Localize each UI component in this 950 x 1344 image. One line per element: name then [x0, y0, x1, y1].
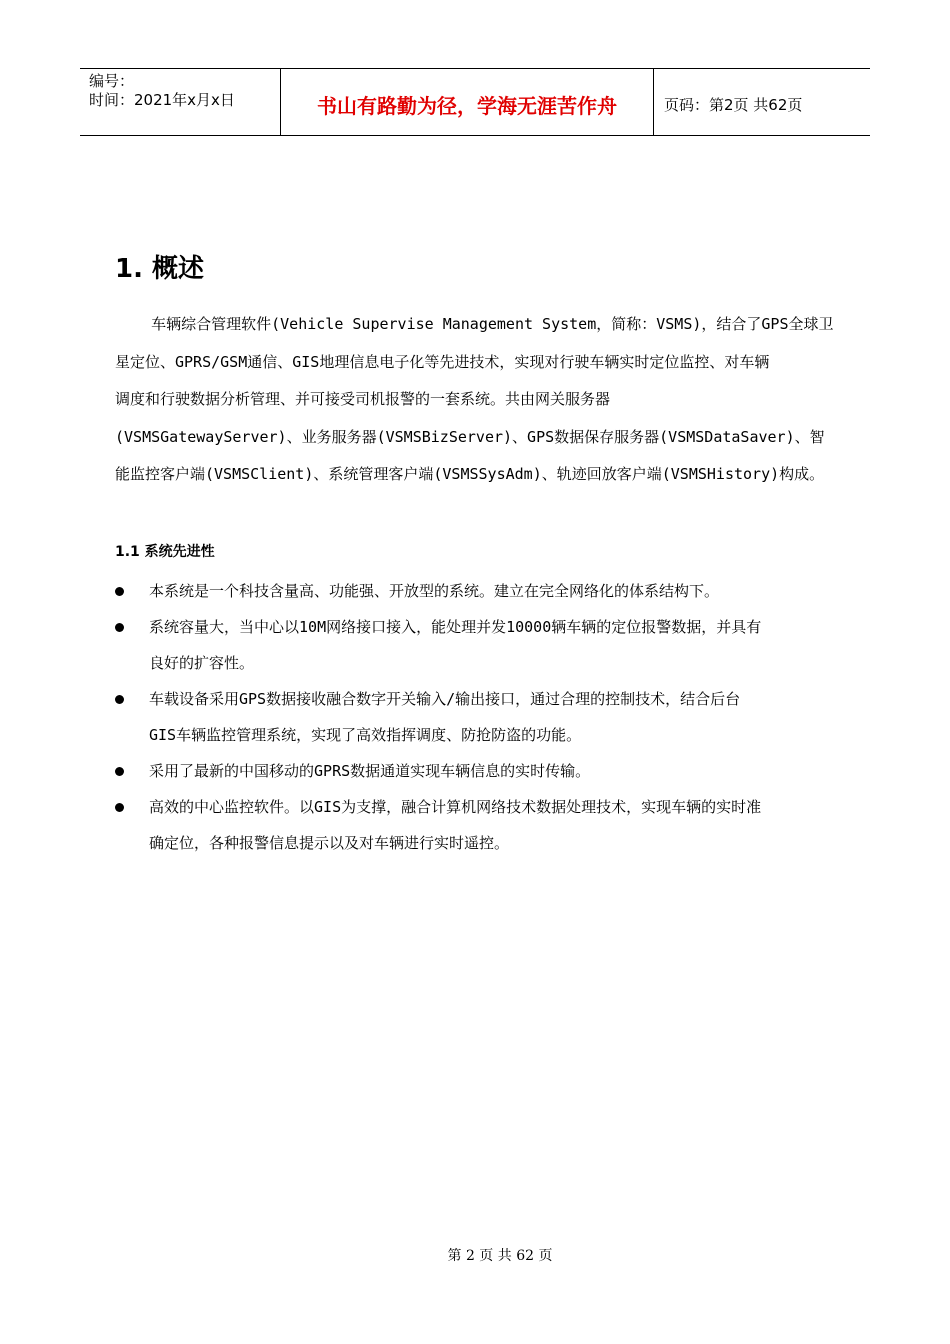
bullet-icon [115, 767, 124, 776]
header-page-info: 页码：第2页 共62页 [664, 95, 803, 114]
list-item-line: 确定位，各种报警信息提示以及对车辆进行实时遥控。 [149, 834, 510, 852]
header-left-cell [80, 69, 281, 135]
section-heading: 1. 概述 [115, 254, 205, 284]
list-item [112, 609, 840, 681]
list-item [112, 789, 840, 861]
bullet-icon [115, 803, 124, 812]
list-item-line: 高效的中心监控软件。以GIS为支撑，融合计算机网络技术数据处理技术，实现车辆的实时准 [149, 798, 762, 816]
page-footer [0, 1245, 950, 1265]
paragraph-line: 调度和行驶数据分析管理、并可接受司机报警的一套系统。共由网关服务器 [115, 390, 611, 408]
header-motto: 书山有路勤为径，学海无涯苦作舟 [281, 69, 654, 135]
list-item [112, 573, 840, 609]
list-item-line: GIS车辆监控管理系统，实现了高效指挥调度、防抢防盗的功能。 [149, 726, 582, 744]
list-item-line: 本系统是一个科技含量高、功能强、开放型的系统。建立在完全网络化的体系结构下。 [149, 582, 720, 600]
page-header [80, 68, 870, 136]
list-item-line: 良好的扩容性。 [149, 654, 255, 672]
list-item-line: 采用了最新的中国移动的GPRS数据通道实现车辆信息的实时传输。 [149, 762, 591, 780]
bullet-list [112, 573, 840, 861]
subsection-heading: 1.1 系统先进性 [115, 544, 215, 560]
document-number-label: 编号： [89, 72, 135, 90]
list-item [112, 753, 840, 789]
paragraph-line: (VSMSGatewayServer)、业务服务器(VSMSBizServer)、GPS数据保存服务器(VSMSDataSaver)、智 [115, 427, 825, 446]
bullet-icon [115, 587, 124, 596]
paragraph-line: 能监控客户端(VSMSClient)、系统管理客户端(VSMSSysAdm)、轨迹回放客户端(VSMSHistory)构成。 [115, 465, 825, 483]
bullet-icon [115, 623, 124, 632]
paragraph-line: 星定位、GPRS/GSM通信、GIS地理信息电子化等先进技术，实现对行驶车辆实时定位监控、对车辆 [115, 352, 770, 371]
list-item-line: 车载设备采用GPS数据接收融合数字开关输入/输出接口，通过合理的控制技术，结合后台 [149, 690, 741, 708]
bullet-icon [115, 695, 124, 704]
footer-page-number: 第 2 页 共 62 页 [447, 1248, 553, 1264]
paragraph-line: 车辆综合管理软件(Vehicle Supervise Management System，简称：VSMS)，结合了GPS全球卫 [115, 315, 834, 333]
list-item [112, 681, 840, 753]
document-time-label: 时间：2021年x月x日 [89, 91, 235, 109]
section-paragraph [115, 306, 835, 494]
list-item-line: 系统容量大，当中心以10M网络接口接入，能处理并发10000辆车辆的定位报警数据，并具有 [149, 618, 762, 636]
